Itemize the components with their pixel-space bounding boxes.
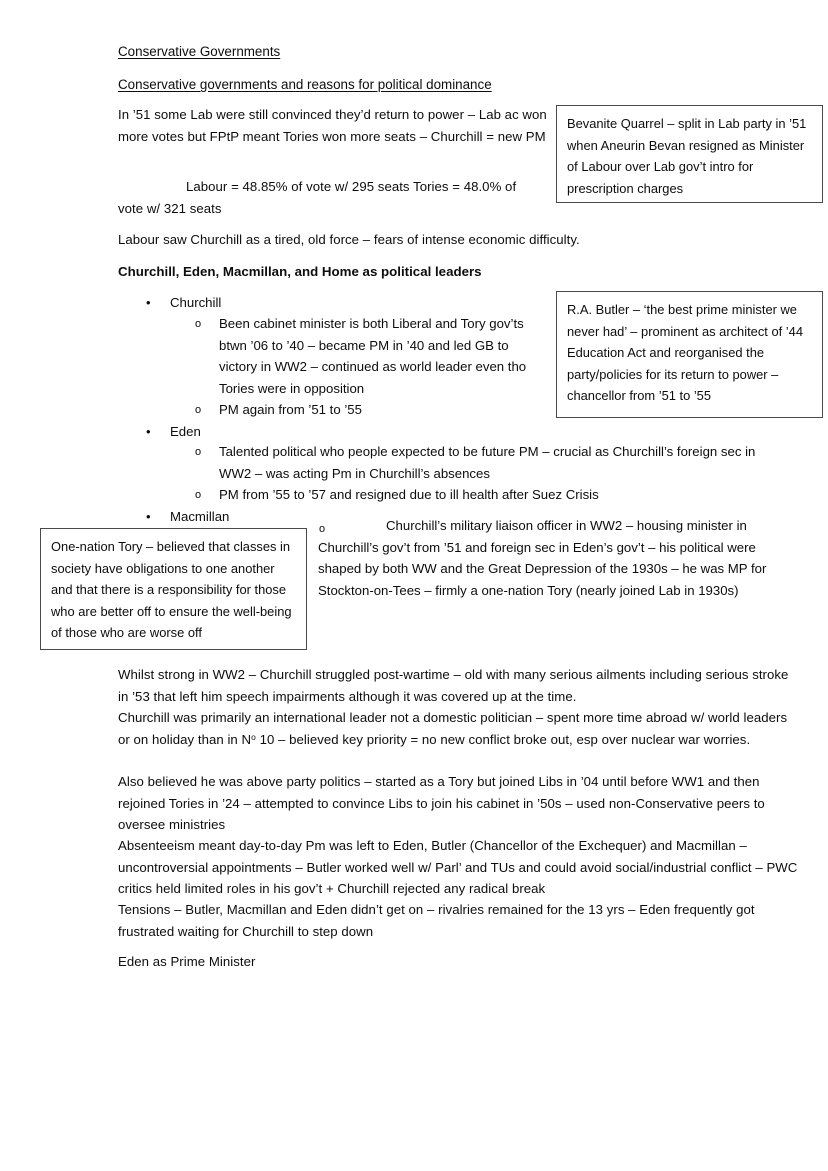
- bullet-item-macmillan: Macmillan: [170, 509, 230, 524]
- section-heading: Conservative governments and reasons for political dominance: [118, 77, 492, 92]
- callout-ra-butler: R.A. Butler – ‘the best prime minister we never had’ – prominent as architect of ’44 Education Act and reorganised the party/policies for its return to power – chancellor from ’51 to ’55: [556, 291, 823, 418]
- bullet-item-eden: Eden: [170, 424, 201, 439]
- bullet-glyph-eden: •: [146, 424, 151, 439]
- sub-bullet-glyph-macmillan-1: o: [319, 523, 326, 535]
- body-paragraph-churchill-health: Whilst strong in WW2 – Churchill struggled post-wartime – old with many serious ailments including serious stroke in ’53 that left him speech impairments although it was covered up at the time.: [118, 667, 789, 704]
- sub-bullet-churchill-career: Been cabinet minister is both Liberal and Tory gov’ts btwn ’06 to ’40 – became PM in ’40 and led GB to victory in WW2 – continued as world leader even tho Tories were in opposition: [219, 316, 527, 396]
- body-paragraph-absenteeism: Absenteeism meant day-to-day Pm was left to Eden, Butler (Chancellor of the Exchequer) and Macmillan – uncontroversial appointments – Butler worked well w/ Parl’ and TUs and could avoid social/industrial conflict – PWC critics held limited roles in his gov’t + Churchill rejected any radical break: [118, 838, 798, 896]
- intro-paragraph: In ’51 some Lab were still convinced they’d return to power – Lab ac won more votes but FPtP meant Tories won more seats – Churchill = new PM: [118, 107, 547, 144]
- sub-bullet-glyph-eden-2: o: [195, 489, 202, 501]
- callout-bevanite-quarrel: Bevanite Quarrel – split in Lab party in ’51 when Aneurin Bevan resigned as Minister of Labour over Lab gov’t intro for prescription charges: [556, 105, 823, 203]
- sub-bullet-macmillan-career: Churchill’s military liaison officer in WW2 – housing minister in Churchill’s gov’t from ’51 and foreign sec in Eden’s gov’t – his political were shaped by both WW and the Great Depression of the 1930s – he was MP for Stockton-on-Tees – firmly a one-nation Tory (nearly joined Lab in 1930s): [318, 518, 767, 598]
- bullet-glyph-churchill: •: [146, 295, 151, 310]
- closing-heading: Eden as Prime Minister: [118, 954, 256, 969]
- body-paragraph-international-leader: Churchill was primarily an international leader not a domestic politician – spent more time abroad w/ world leaders or on holiday than in $N^o$ 10 – believed key priority = no new conflict broke out, esp over nuclear war worries.: [118, 710, 788, 747]
- leaders-heading: Churchill, Eden, Macmillan, and Home as political leaders: [118, 264, 482, 279]
- sub-bullet-glyph-eden-1: o: [195, 446, 202, 458]
- sub-bullet-glyph-churchill-1: o: [195, 318, 202, 330]
- sub-bullet-glyph-churchill-2: o: [195, 404, 202, 416]
- callout-one-nation-tory: One-nation Tory – believed that classes in society have obligations to one another and that there is a responsibility for those who are better off to ensure the well-being of those who are worse off: [40, 528, 307, 650]
- degree-ordinal-glyph: o: [251, 731, 256, 742]
- sub-bullet-churchill-pm-again: PM again from ’51 to ’55: [219, 402, 362, 417]
- page-title: Conservative Governments: [118, 44, 281, 59]
- sub-bullet-eden-talent: Talented political who people expected to be future PM – crucial as Churchill’s foreign sec in WW2 – was acting Pm in Churchill’s absences: [219, 444, 756, 481]
- labour-view-line: Labour saw Churchill as a tired, old force – fears of intense economic difficulty.: [118, 232, 580, 247]
- body-paragraph-party-politics: Also believed he was above party politics – started as a Tory but joined Libs in ’04 until before WW1 and then rejoined Tories in ’24 – attempted to convince Libs to join his cabinet in ’50s – used non-Conservative peers to oversee ministries: [118, 774, 765, 832]
- election-stats-line: Labour = 48.85% of vote w/ 295 seats Tories = 48.0% of vote w/ 321 seats: [118, 179, 517, 216]
- bullet-item-churchill: Churchill: [170, 295, 222, 310]
- bullet-glyph-macmillan: •: [146, 509, 151, 524]
- sub-bullet-eden-pm-term: PM from ’55 to ’57 and resigned due to ill health after Suez Crisis: [219, 487, 599, 502]
- body-paragraph-tensions: Tensions – Butler, Macmillan and Eden didn’t get on – rivalries remained for the 13 yrs – Eden frequently got frustrated waiting for Churchill to step down: [118, 902, 755, 939]
